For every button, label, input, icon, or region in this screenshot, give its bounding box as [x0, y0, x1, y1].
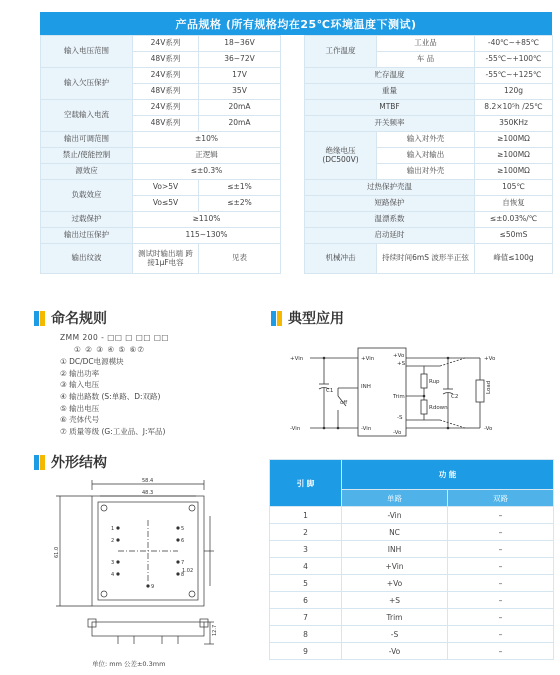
table-row [270, 643, 554, 660]
naming-rule: ⑦ 质量等级 (G:工业品、J:军品) [60, 427, 166, 437]
pin-no: 3 [270, 541, 342, 558]
pin-no: 8 [270, 626, 342, 643]
pin-dual: – [448, 592, 554, 609]
outline-heading [34, 452, 107, 472]
pin-no: 9 [270, 643, 342, 660]
pin-number: 5 [181, 526, 185, 532]
spec-value: ≥100MΩ [475, 148, 553, 164]
spec-cond: 输入对外壳 [377, 132, 475, 148]
dim-height: 61.0 [54, 546, 60, 558]
spec-value: ±10% [133, 132, 281, 148]
pin-dual: – [448, 626, 554, 643]
application-heading [271, 308, 344, 328]
table-row [270, 592, 554, 609]
spec-label: 工作温度 [305, 36, 377, 68]
label-c2: C2 [451, 394, 459, 400]
spec-value: -55℃~+100℃ [475, 52, 553, 68]
spec-cond: 输入对输出 [377, 148, 475, 164]
spec-cond: 测试时输出端 跨接1μF电容 [133, 244, 199, 274]
pin-number: 8 [181, 572, 185, 578]
label-load: Load [486, 380, 492, 394]
pin-single: +Vin [342, 558, 448, 575]
dim-inner: 48.3 [142, 490, 154, 496]
heading-marker-icon [40, 455, 45, 470]
heading-marker-icon [34, 455, 39, 470]
spec-value: ≤±0.3% [133, 164, 281, 180]
outline-drawing [48, 476, 220, 672]
table-row [270, 609, 554, 626]
label-pin-mvin: -Vin [361, 426, 372, 432]
spec-value: -55℃~+125℃ [475, 68, 553, 84]
pin-no: 6 [270, 592, 342, 609]
spec-label: 输出过压保护 [41, 228, 133, 244]
spec-value: 105℃ [475, 180, 553, 196]
table-row [270, 541, 554, 558]
pin-dual: – [448, 609, 554, 626]
spec-value: ≥100MΩ [475, 132, 553, 148]
pin-no: 1 [270, 507, 342, 524]
label-inh: INH [361, 384, 371, 390]
spec-label: 输出可调范围 [41, 132, 133, 148]
label-pin-ms: -S [397, 415, 403, 421]
pin-single: NC [342, 524, 448, 541]
spec-cond: Vo>5V [133, 180, 199, 196]
label-c1: C1 [326, 388, 334, 394]
spec-value: 20mA [199, 100, 281, 116]
spec-cond: 48V系列 [133, 52, 199, 68]
dim-depth: 12.7 [212, 624, 218, 636]
naming-rule: ④ 输出路数 (S:单路、D:双路) [60, 392, 161, 402]
spec-value: 20mA [199, 116, 281, 132]
pin-single: +Vo [342, 575, 448, 592]
label-pin-mvo: -Vo [393, 430, 402, 436]
spec-value: ≤±0.03%/℃ [475, 212, 553, 228]
spec-value: ≥110% [133, 212, 281, 228]
spec-label: 启动延时 [305, 228, 475, 244]
spec-row [41, 36, 553, 52]
pin-number: 1 [111, 526, 115, 532]
spec-label: 重量 [305, 84, 475, 100]
pin-no: 4 [270, 558, 342, 575]
naming-heading [34, 308, 107, 328]
spec-value: ≤50mS [475, 228, 553, 244]
pin-number: 6 [181, 538, 185, 544]
spec-gap [281, 36, 305, 274]
spec-cond: 48V系列 [133, 84, 199, 100]
table-row [270, 626, 554, 643]
spec-value: 115~130% [133, 228, 281, 244]
pin-single: -Vin [342, 507, 448, 524]
spec-value: 见表 [199, 244, 281, 274]
table-row [270, 524, 554, 541]
heading-marker-icon [277, 311, 282, 326]
spec-value: ≤±1% [199, 180, 281, 196]
pin-number: 2 [111, 538, 115, 544]
spec-label: 机械冲击 [305, 244, 377, 274]
spec-label: 过载保护 [41, 212, 133, 228]
label-trim: Trim [393, 394, 405, 400]
pin-dual: – [448, 558, 554, 575]
application-circuit-diagram [290, 340, 552, 442]
spec-label: 输入欠压保护 [41, 68, 133, 100]
spec-value: ≥100MΩ [475, 164, 553, 180]
spec-cond: 24V系列 [133, 100, 199, 116]
model-code: ZMM 200 - □□ □ □□ □□ [60, 333, 170, 342]
spec-label: 空载输入电流 [41, 100, 133, 132]
pin-function-table [269, 459, 554, 660]
label-pin-ps: +S [397, 361, 406, 367]
naming-rules [60, 332, 169, 438]
model-code-numbers: ① ② ③ ④ ⑤ ⑥⑦ [74, 345, 145, 354]
label-pin-pvin: +Vin [361, 356, 375, 362]
spec-label: 过热保护壳温 [305, 180, 475, 196]
application-heading-text: 典型应用 [288, 311, 344, 327]
single-header: 单路 [342, 490, 448, 507]
spec-value: 350KHz [475, 116, 553, 132]
pin-dual: – [448, 541, 554, 558]
spec-label: 负载效应 [41, 180, 133, 212]
pin-no: 7 [270, 609, 342, 626]
pin-no: 2 [270, 524, 342, 541]
label-vo-neg: -Vo [484, 426, 493, 432]
spec-value: 36~72V [199, 52, 281, 68]
spec-label: MTBF [305, 100, 475, 116]
label-vo-pos: +Vo [484, 356, 496, 362]
outline-note: 单位: mm 公差±0.3mm [92, 660, 166, 668]
label-pin-pvo: +Vo [393, 353, 405, 359]
spec-cond: 工业品 [377, 36, 475, 52]
spec-table-title: 产品规格 (所有规格均在25℃环境温度下测试) [40, 12, 552, 35]
spec-label: 贮存温度 [305, 68, 475, 84]
dual-header: 双路 [448, 490, 554, 507]
spec-value: 18~36V [199, 36, 281, 52]
naming-rule: ⑤ 输出电压 [60, 403, 100, 413]
table-row [270, 575, 554, 592]
dim-pin: 1.02 [182, 568, 194, 574]
table-row [270, 558, 554, 575]
naming-rule: ② 输出功率 [60, 368, 100, 378]
spec-label: 源效应 [41, 164, 133, 180]
label-vin-neg: -Vin [290, 426, 301, 432]
spec-label: 输入电压范围 [41, 36, 133, 68]
spec-cond: 输出对外壳 [377, 164, 475, 180]
naming-rule: ⑥ 壳体代号 [60, 415, 100, 425]
label-vin-pos: +Vin [290, 356, 304, 362]
spec-label: 输出纹波 [41, 244, 133, 274]
heading-marker-icon [40, 311, 45, 326]
label-switch: off [340, 400, 348, 406]
spec-value: 自恢复 [475, 196, 553, 212]
pin-single: -Vo [342, 643, 448, 660]
label-rup: Rup [429, 379, 440, 385]
spec-value: 正逻辑 [133, 148, 281, 164]
spec-value: 35V [199, 84, 281, 100]
spec-label: 开关频率 [305, 116, 475, 132]
pin-single: +S [342, 592, 448, 609]
pin-number: 9 [151, 584, 155, 590]
label-rdown: Rdown [429, 405, 448, 411]
function-header: 功 能 [342, 460, 554, 490]
pin-dual: – [448, 507, 554, 524]
pin-dual: – [448, 643, 554, 660]
spec-label: 短路保护 [305, 196, 475, 212]
spec-cond: 24V系列 [133, 36, 199, 52]
spec-value: ≤±2% [199, 196, 281, 212]
spec-cond: 48V系列 [133, 116, 199, 132]
spec-cond: 24V系列 [133, 68, 199, 84]
spec-value: 120g [475, 84, 553, 100]
spec-table [40, 35, 553, 274]
spec-value: 峰值≤100g [475, 244, 553, 274]
spec-cond: 车 品 [377, 52, 475, 68]
pin-dual: – [448, 524, 554, 541]
pin-single: INH [342, 541, 448, 558]
pin-number: 4 [111, 572, 115, 578]
spec-value: -40℃~+85℃ [475, 36, 553, 52]
naming-heading-text: 命名规则 [51, 311, 107, 327]
naming-rule: ① DC/DC电源模块 [60, 357, 124, 366]
pin-number: 3 [111, 560, 115, 566]
spec-label: 绝缘电压 (DC500V) [305, 132, 377, 180]
spec-value: 17V [199, 68, 281, 84]
heading-marker-icon [271, 311, 276, 326]
heading-marker-icon [34, 311, 39, 326]
spec-label: 禁止/使能控制 [41, 148, 133, 164]
outline-heading-text: 外形结构 [51, 455, 107, 471]
table-row [270, 507, 554, 524]
naming-rule: ③ 输入电压 [60, 380, 100, 390]
spec-cond: 持续时间6mS 波形半正弦 [377, 244, 475, 274]
pin-dual: – [448, 575, 554, 592]
pin-header: 引 脚 [270, 460, 342, 507]
spec-label: 温漂系数 [305, 212, 475, 228]
pin-single: -S [342, 626, 448, 643]
spec-value: 8.2×10⁵h /25℃ [475, 100, 553, 116]
pin-no: 5 [270, 575, 342, 592]
pin-single: Trim [342, 609, 448, 626]
pin-number: 7 [181, 560, 185, 566]
spec-cond: Vo≤5V [133, 196, 199, 212]
dim-width: 58.4 [142, 478, 154, 484]
